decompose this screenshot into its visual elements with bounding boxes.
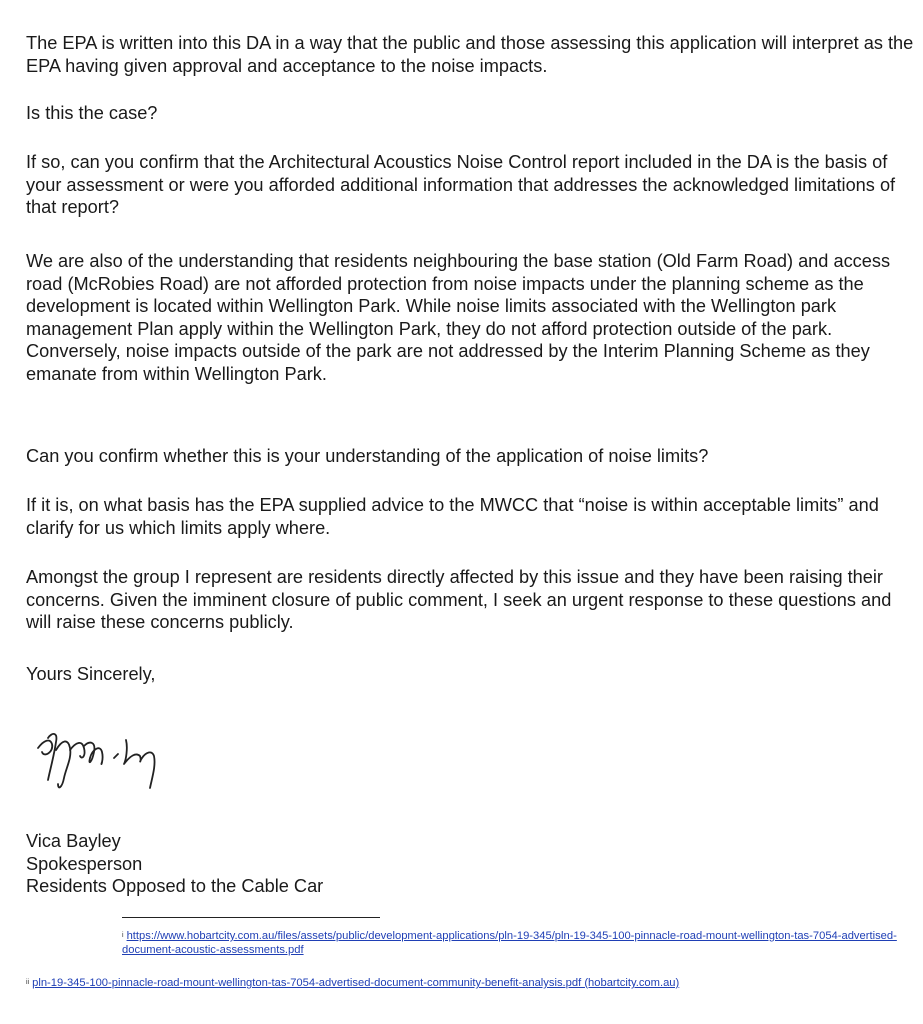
- footnote-2-link[interactable]: pln-19-345-100-pinnacle-road-mount-wellington-tas-7054-advertised-document-community-benefit-analysis.pdf (hobartcity.com.au): [32, 977, 680, 989]
- footnote-2-marker: ii: [26, 979, 30, 986]
- footnote-1: [122, 929, 912, 957]
- paragraph-concerns: Amongst the group I represent are residents directly affected by this issue and they have been raising their concerns. Given the imminent closure of public comment, I seek an urgent response to these questions and will raise these concerns publicly.: [26, 567, 892, 632]
- closing-salutation: Yours Sincerely,: [26, 664, 156, 684]
- footnote-1-marker: i: [122, 932, 124, 939]
- paragraph-epa-approval: The EPA is written into this DA in a way that the public and those assessing this application will interpret as the EPA having given approval and acceptance to the noise impacts.: [26, 33, 914, 76]
- footnote-divider: [122, 917, 380, 918]
- paragraph-epa-advice: If it is, on what basis has the EPA supplied advice to the MWCC that “noise is within acceptable limits” and clarify for us which limits apply where.: [26, 495, 879, 538]
- signatory-role: Spokesperson: [26, 853, 143, 874]
- paragraph-residents-protection: We are also of the understanding that residents neighbouring the base station (Old Farm Road) and access road (McRobies Road) are not afforded protection from noise impacts under the planning scheme as the development is located within Wellington Park. While noise limits associated with the Wellington park management Plan apply within the Wellington Park, they do not afford protection outside of the park. Conversely, noise impacts outside of the park are not addressed by the Interim Planning Scheme as they emanate from within Wellington Park.: [26, 251, 891, 384]
- signature-block: [26, 830, 323, 898]
- paragraph-question-case: Is this the case?: [26, 103, 158, 123]
- handwritten-signature: [30, 718, 190, 798]
- signatory-name: Vica Bayley: [26, 831, 121, 851]
- signatory-organisation: Residents Opposed to the Cable Car: [26, 876, 324, 896]
- paragraph-acoustics-report: If so, can you confirm that the Architectural Acoustics Noise Control report included in the DA is the basis of your assessment or were you afforded additional information that addresses the acknowledged limitations of that report?: [26, 152, 896, 217]
- footnote-2: [26, 976, 906, 990]
- footnote-1-link[interactable]: https://www.hobartcity.com.au/files/assets/public/development-applications/pln-19-345/pln-19-345-100-pinnacle-road-mount-wellington-tas-7054-advertised-document-acoustic-assessments.pdf: [122, 930, 897, 956]
- paragraph-confirm-understanding: Can you confirm whether this is your understanding of the application of noise limits?: [26, 446, 709, 466]
